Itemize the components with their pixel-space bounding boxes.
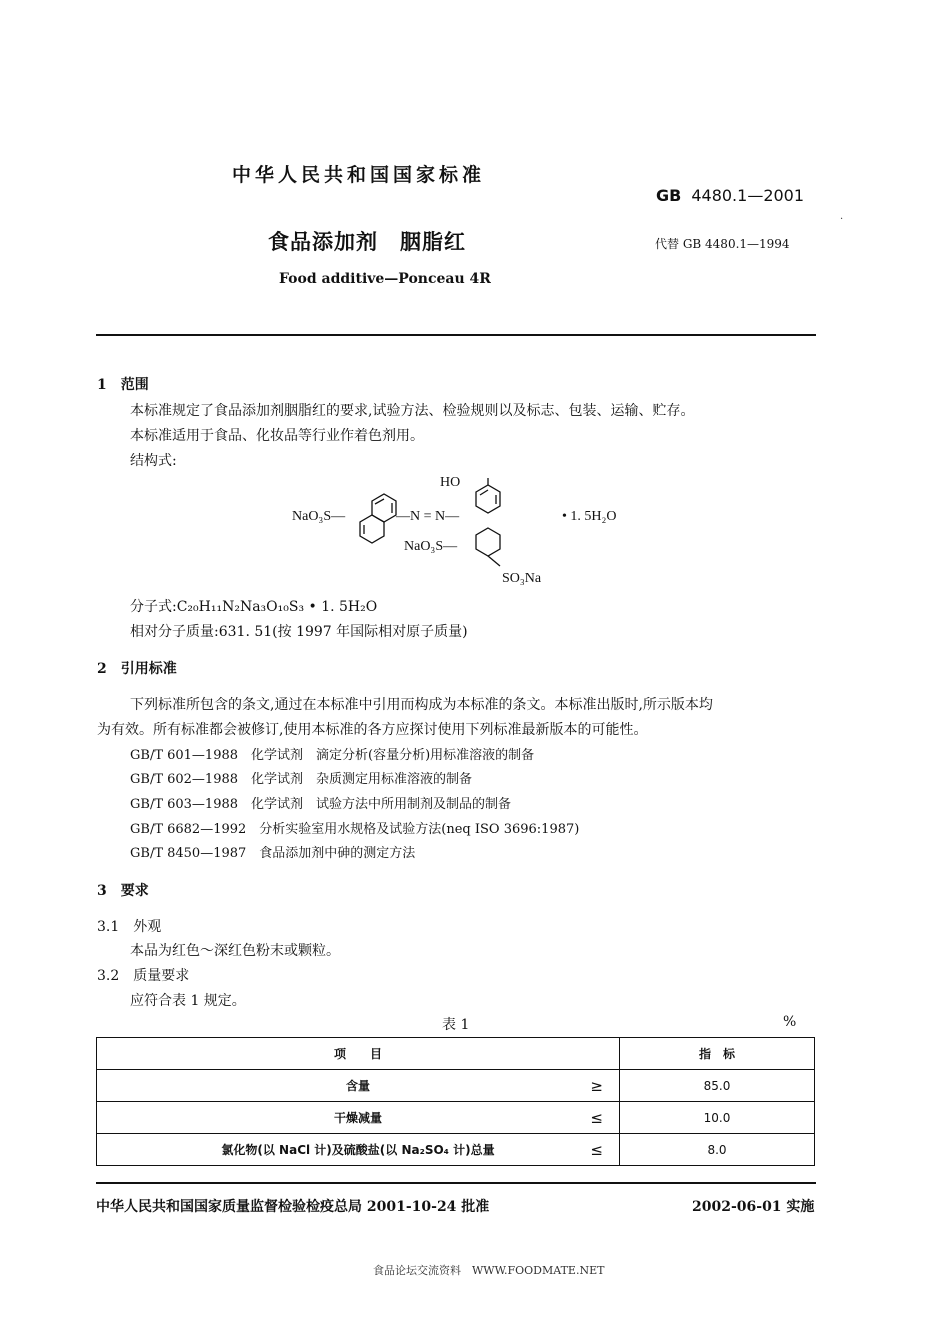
section-1-paragraph-1: 本标准规定了食品添加剂胭脂红的要求,试验方法、检验规则以及标志、包装、运输、贮存。 [130, 403, 695, 419]
section-1-paragraph-2: 本标准适用于食品、化妆品等行业作着色剂用。 [130, 428, 424, 444]
right-naphthalene-ring [476, 478, 500, 566]
left-naphthalene-ring [360, 494, 396, 543]
reference-item: GB/T 6682—1992 分析实验室用水规格及试验方法(neq ISO 3696:1987) [130, 822, 580, 837]
section-3-1-heading: 3.1 外观 [97, 919, 162, 935]
table-unit: % [783, 1014, 797, 1030]
middle-sulfonate-label: NaO₃S— [404, 539, 458, 554]
row-item [97, 1070, 620, 1102]
reference-item: GB/T 601—1988 化学试剂 滴定分析(容量分析)用标准溶液的制备 [130, 748, 535, 763]
row-value: 85.0 [620, 1070, 815, 1102]
section-3-2-heading: 3.2 质量要求 [97, 968, 190, 984]
header-index: 指 标 [620, 1038, 815, 1070]
azo-bond-label: —N = N— [396, 509, 460, 524]
table-header-row [97, 1038, 815, 1070]
hydroxyl-label: HO [440, 475, 461, 490]
row-item-label: 氯化物(以 NaCl 计)及硫酸盐(以 Na₂SO₄ 计)总量 [221, 1143, 495, 1157]
section-2-heading: 2 引用标准 [97, 661, 177, 677]
molecular-formula: 分子式:C₂₀H₁₁N₂Na₃O₁₀S₃ • 1. 5H₂O [130, 599, 378, 615]
row-item [97, 1102, 620, 1134]
section-3-2-text: 应符合表 1 规定。 [130, 993, 246, 1009]
standard-prefix: GB [656, 186, 682, 205]
table-row [97, 1070, 815, 1102]
section-2-paragraph-line-1: 下列标准所包含的条文,通过在本标准中引用而构成为本标准的条文。本标准出版时,所示版本均 [130, 697, 713, 713]
approval-line: 中华人民共和国国家质量监督检验检疫总局 2001-10-24 批准 [96, 1199, 490, 1215]
header-divider [96, 334, 816, 336]
reference-item: GB/T 603—1988 化学试剂 试验方法中所用制剂及制品的制备 [130, 797, 512, 812]
footer-divider [96, 1182, 816, 1184]
section-1-heading: 1 范围 [97, 377, 149, 393]
reference-item: GB/T 8450—1987 食品添加剂中砷的测定方法 [130, 846, 416, 861]
comparison-symbol: ≥ [590, 1076, 603, 1095]
header-item: 项 目 [97, 1038, 620, 1070]
row-item [97, 1134, 620, 1166]
replaces-standard: 代替 GB 4480.1—1994 [655, 237, 790, 251]
row-item-label: 干燥减量 [333, 1111, 382, 1125]
row-item-label: 含量 [345, 1079, 370, 1093]
document-title-en: Food additive—Ponceau 4R [279, 271, 491, 287]
row-value: 10.0 [620, 1102, 815, 1134]
reference-item: GB/T 602—1988 化学试剂 杂质测定用标准溶液的制备 [130, 772, 473, 787]
stray-mark: · [840, 214, 844, 225]
section-3-heading: 3 要求 [97, 883, 149, 899]
standard-number [656, 186, 804, 205]
standard-code: 4480.1—2001 [691, 186, 805, 205]
quality-requirements-table [96, 1037, 815, 1166]
implementation-date: 2002-06-01 实施 [692, 1199, 815, 1215]
source-watermark: 食品论坛交流资料 WWW.FOODMATE.NET [373, 1264, 605, 1277]
standard-type-title: 中华人民共和国国家标准 [232, 164, 486, 186]
section-3-1-text: 本品为红色～深红色粉末或颗粒。 [130, 943, 340, 959]
row-value: 8.0 [620, 1134, 815, 1166]
structure-label: 结构式: [130, 453, 177, 469]
table-caption: 表 1 [442, 1017, 470, 1033]
left-sulfonate-label: NaO₃S— [292, 509, 346, 524]
relative-molecular-mass: 相对分子质量:631. 51(按 1997 年国际相对原子质量) [130, 624, 468, 640]
comparison-symbol: ≤ [590, 1140, 603, 1159]
table-row [97, 1134, 815, 1166]
section-2-paragraph-line-2: 为有效。所有标准都会被修订,使用本标准的各方应探讨使用下列标准最新版本的可能性。 [97, 722, 648, 738]
structural-formula [280, 468, 650, 592]
bottom-sulfonate-label: SO₃Na [502, 571, 542, 586]
document-title-cn: 食品添加剂 胭脂红 [268, 229, 466, 254]
hydrate-label: • 1. 5H₂O [562, 509, 617, 524]
table-row [97, 1102, 815, 1134]
comparison-symbol: ≤ [590, 1108, 603, 1127]
